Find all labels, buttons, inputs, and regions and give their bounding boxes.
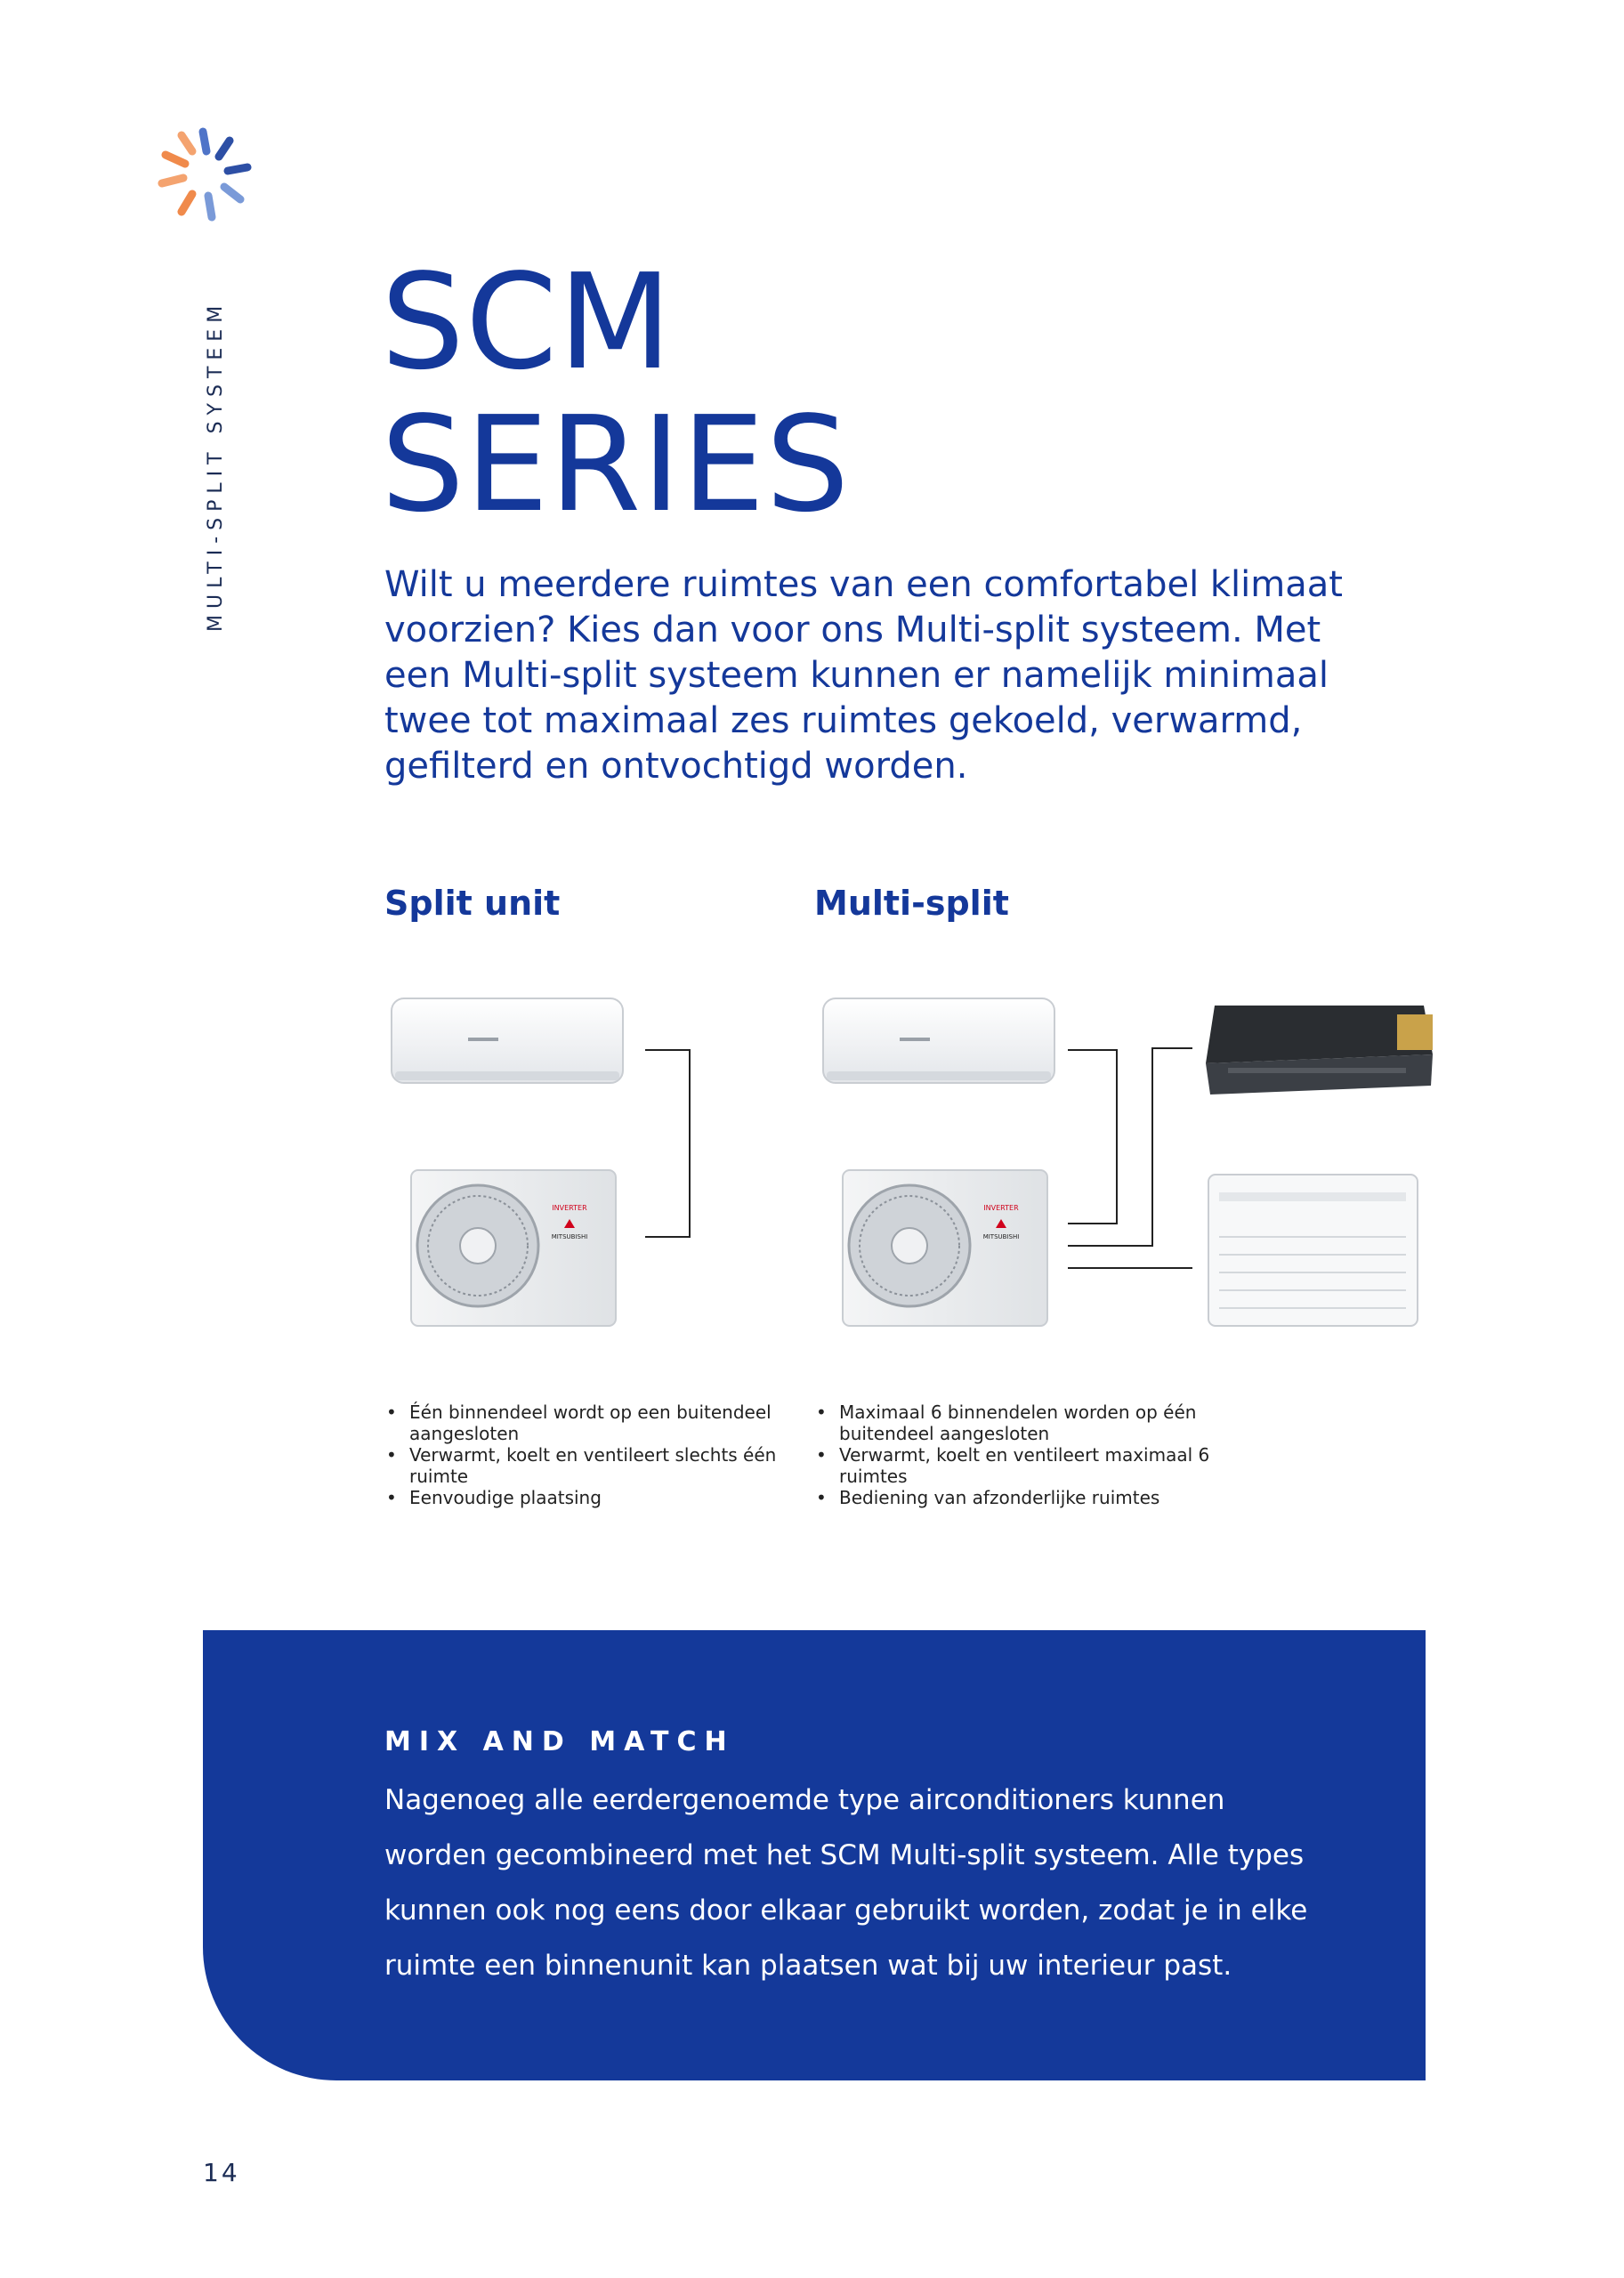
list-item: • Één binnendeel wordt op een buitendeel aangesloten	[409, 1402, 783, 1444]
multi-pipe-lines	[1068, 1048, 1192, 1268]
mix-and-match-panel	[203, 1630, 1426, 2080]
multi-brand-label: MITSUBISHI	[982, 1233, 1020, 1240]
mix-and-match-heading: MIX AND MATCH	[384, 1726, 735, 1757]
split-inverter-badge: INVERTER	[552, 1204, 587, 1212]
mix-and-match-text: Nagenoeg alle eerdergenoemde type airconditioners kunnen worden gecombineerd met het SCM Multi-split systeem. Alle types kunnen ook nog eens door elkaar gebruikt worden, zodat je in elke ruimte een binnenunit kan plaatsen wat bij uw interieur past.	[384, 1784, 1308, 1982]
list-item: • Verwarmt, koelt en ventileert maximaal 6 ruimtes	[839, 1444, 1213, 1487]
split-brand-label: MITSUBISHI	[551, 1233, 588, 1240]
list-item: • Eenvoudige plaatsing	[409, 1487, 783, 1508]
split-indoor-unit	[392, 998, 623, 1083]
page-number: 14	[203, 2158, 240, 2187]
page-title	[381, 246, 851, 541]
multi-split-heading: Multi-split	[814, 884, 1009, 923]
multi-inverter-badge: INVERTER	[983, 1204, 1019, 1212]
multi-outdoor-unit	[843, 1170, 1047, 1326]
side-section-label: MULTI-SPLIT SYSTEEM	[205, 299, 227, 632]
intro-paragraph: Wilt u meerdere ruimtes van een comfortabel klimaat voorzien? Kies dan voor ons Multi-split systeem. Met een Multi-split systeem kunnen er namelijk minimaal twee tot maximaal zes ruimtes gekoeld, verwarmd, gefilterd en ontvochtigd worden.	[384, 564, 1343, 787]
split-outdoor-unit	[411, 1170, 616, 1326]
list-item: • Verwarmt, koelt en ventileert slechts één ruimte	[409, 1444, 783, 1487]
multi-split-bullets	[814, 1402, 1213, 1508]
floor-console-unit	[1208, 1175, 1418, 1326]
list-item: • Bediening van afzonderlijke ruimtes	[839, 1487, 1213, 1508]
split-unit-heading: Split unit	[384, 884, 561, 923]
ducted-indoor-unit	[1206, 1006, 1433, 1095]
multi-indoor-unit	[823, 998, 1054, 1083]
list-item: • Maximaal 6 binnendelen worden op één buitendeel aangesloten	[839, 1402, 1213, 1444]
split-unit-bullets	[384, 1402, 783, 1508]
title-line-2: SERIES	[381, 388, 851, 541]
unit-diagram	[383, 979, 1459, 1335]
split-pipe-line	[645, 1050, 690, 1237]
brand-logo-icon	[157, 125, 255, 222]
title-line-1: SCM	[381, 246, 673, 399]
